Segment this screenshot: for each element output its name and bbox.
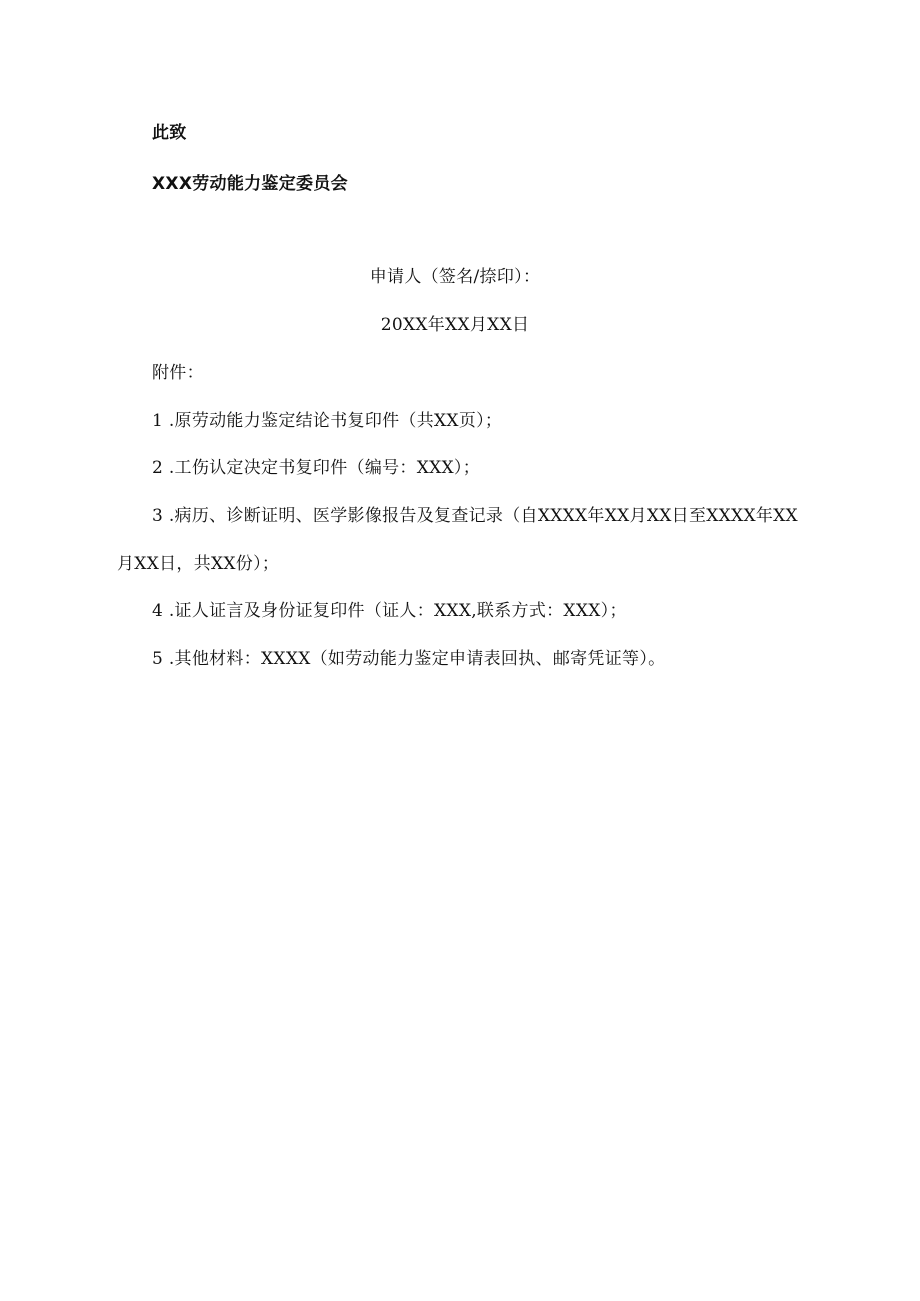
attachments-heading: 附件：: [152, 363, 204, 383]
attachment-item-4: 4 .证人证言及身份证复印件（证人：XXX,联系方式：XXX）；: [152, 601, 627, 621]
salutation: 此致: [152, 123, 187, 143]
attachment-item-3-line-2: 月XX日，共XX份）；: [117, 554, 280, 574]
attachment-item-2: 2 .工伤认定决定书复印件（编号：XXX）；: [152, 458, 481, 478]
attachment-item-3-line-1: 3 .病历、诊断证明、医学影像报告及复查记录（自XXXX年XX月XX日至XXXX年XX: [152, 506, 798, 526]
attachment-item-5: 5 .其他材料：XXXX（如劳动能力鉴定申请表回执、邮寄凭证等）。: [152, 649, 666, 669]
signature-date: 20XX年XX月XX日: [380, 315, 530, 335]
applicant-signature-label: 申请人（签名/捺印）：: [369, 267, 541, 287]
attachment-item-1: 1 .原劳动能力鉴定结论书复印件（共XX页）；: [152, 411, 503, 431]
recipient: XXX劳动能力鉴定委员会: [152, 174, 348, 194]
